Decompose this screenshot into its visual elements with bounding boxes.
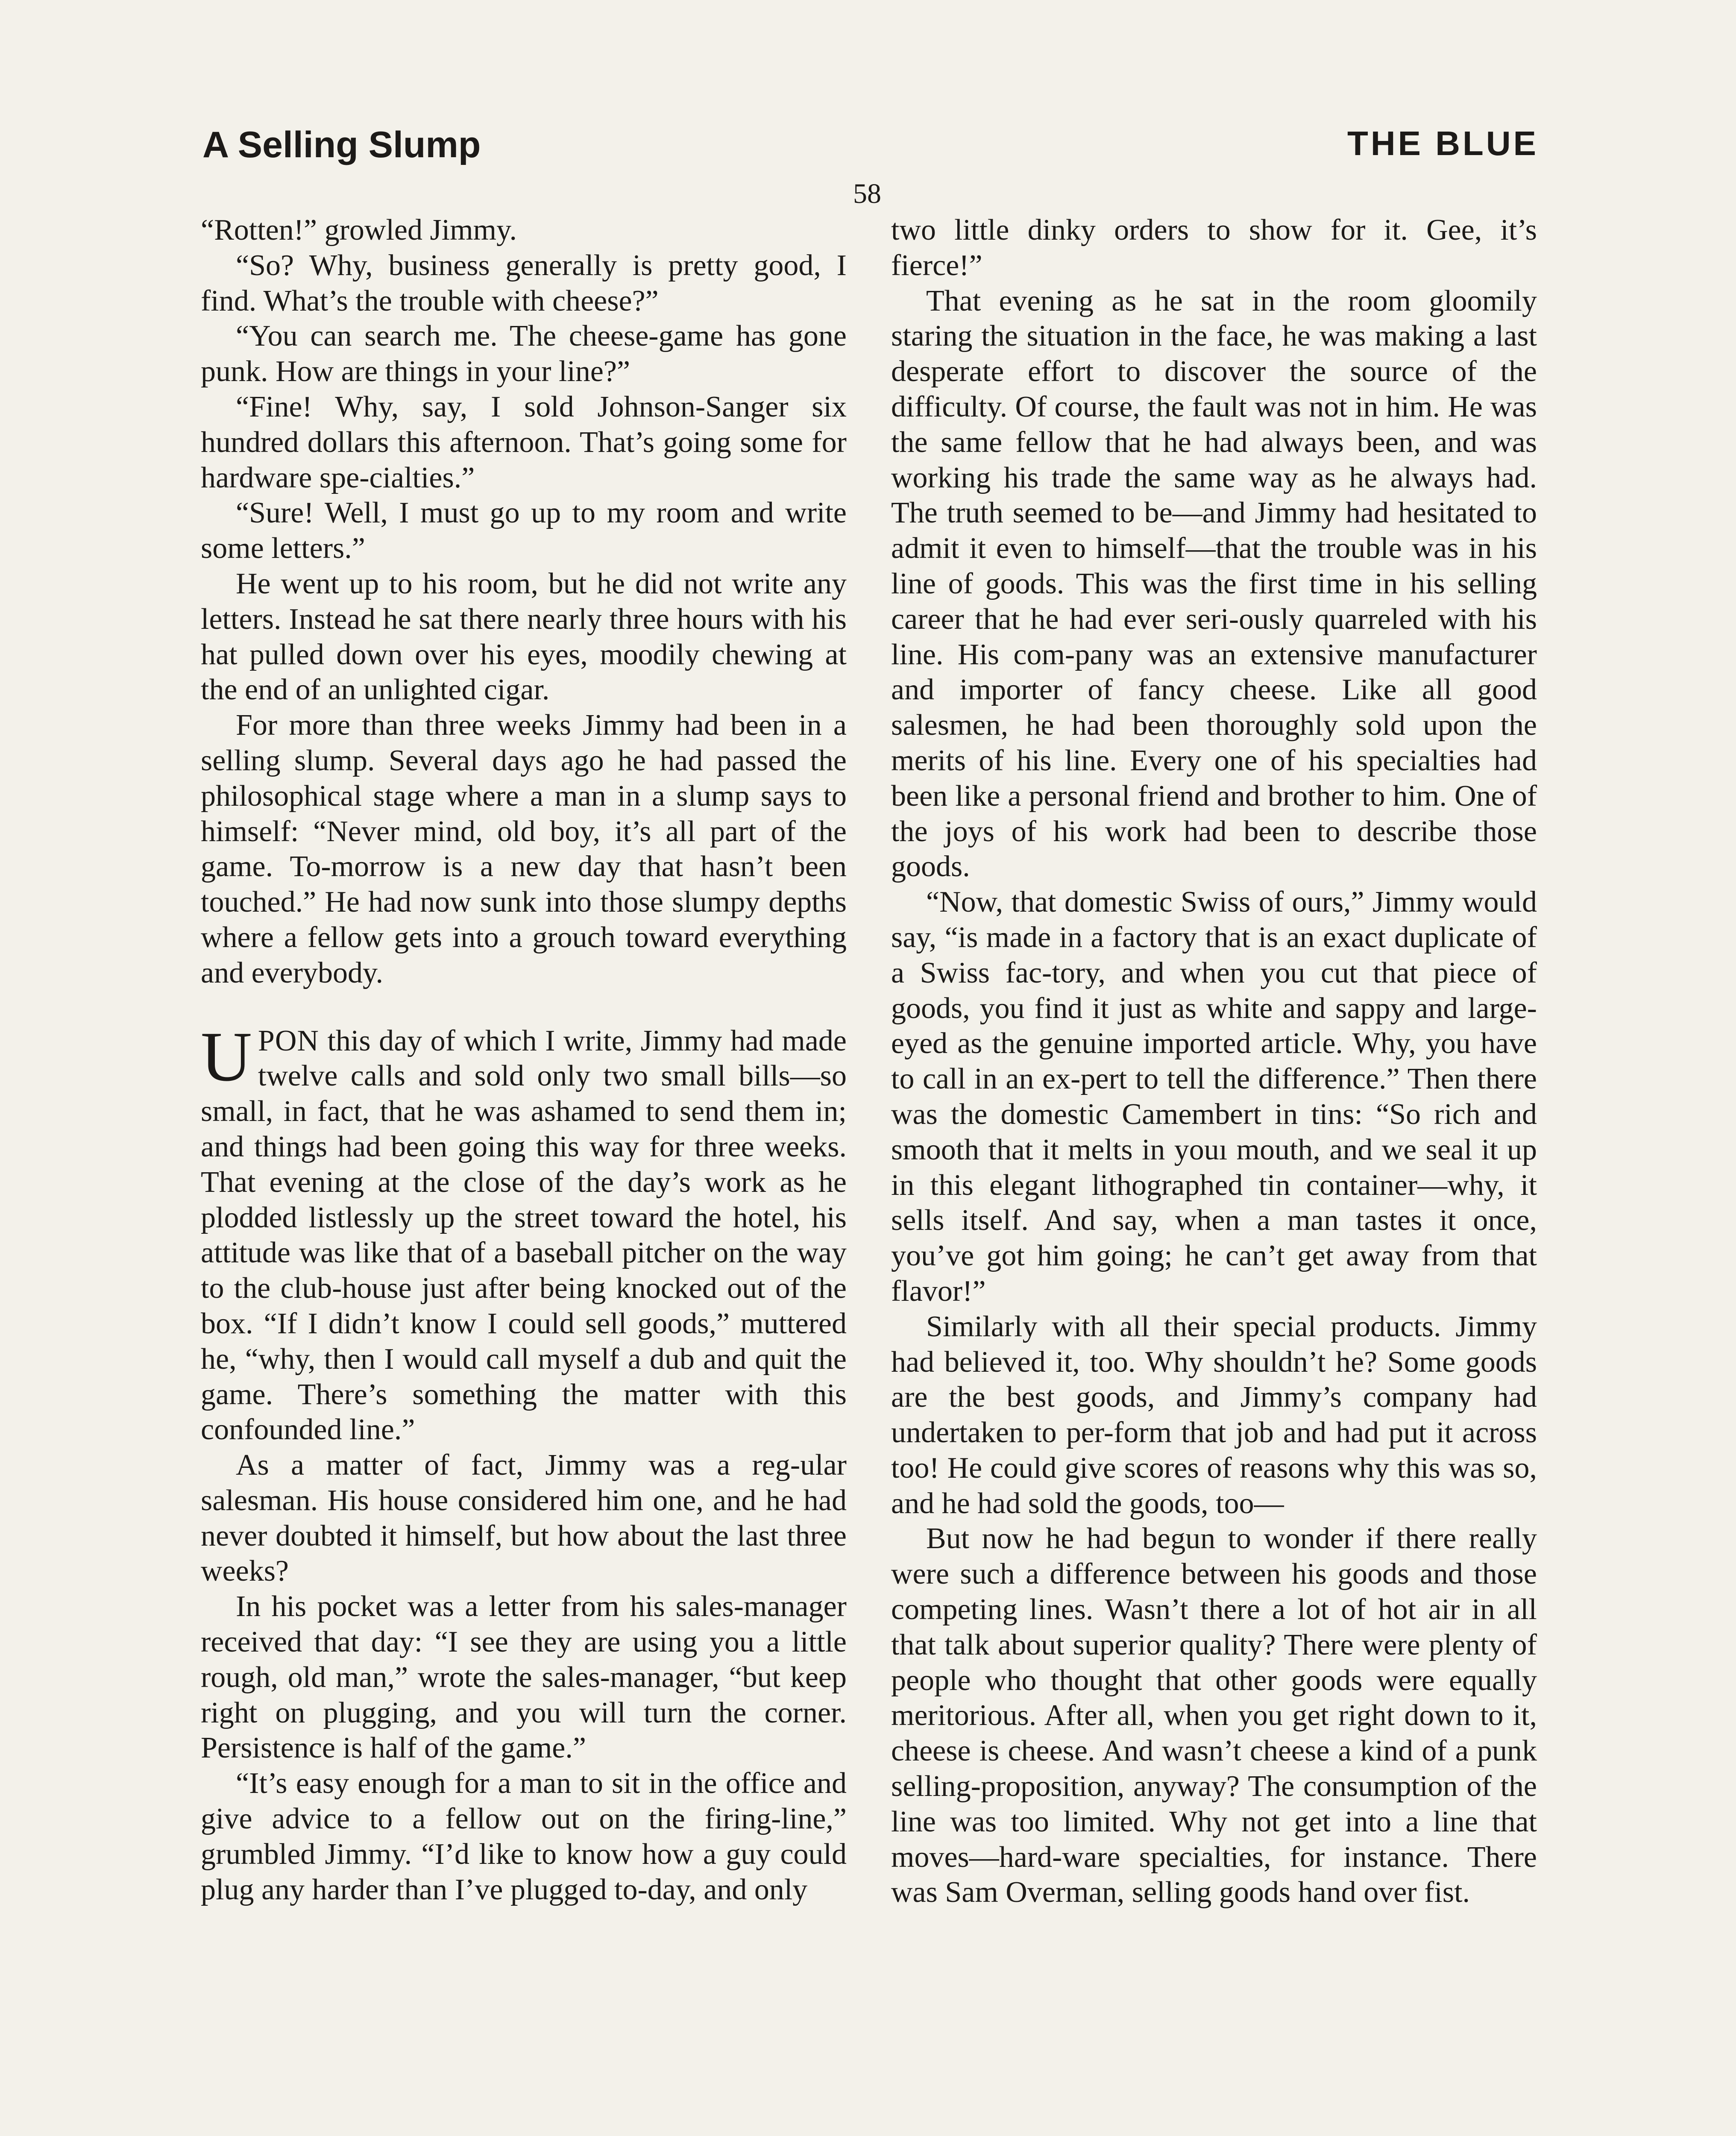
paragraph: But now he had begun to wonder if there really were such a difference between his goods and those competing lines. Wasn’t there a lot of hot air in all that talk about superior quality? There were plenty of people who thought that other goods were equally meritorious. After all, when you get right down to it, cheese is cheese. And wasn’t cheese a kind of a punk selling-proposition, anyway? The consumption of the line was too limited. Why not get into a line that moves—hard-ware specialties, for instance. There was Sam Overman, selling goods hand over fist. xyxy=(891,1522,1537,1909)
paragraph: “Rotten!” growled Jimmy. xyxy=(201,214,517,246)
paragraph: Similarly with all their special products. Jimmy had believed it, too. Why shouldn’t he? Some goods are the best goods, and Jimmy’s company had undertaken to per-form that job and had put it across too! He could give scores of reasons why this was so, and he had sold the goods, too— xyxy=(891,1310,1537,1520)
paragraph: As a matter of fact, Jimmy was a reg-ular salesman. His house considered him one, and he had never doubted it himself, but how about the last three weeks? xyxy=(201,1449,847,1588)
drop-cap: U xyxy=(201,1017,252,1096)
paragraph: “Fine! Why, say, I sold Johnson-Sanger six hundred dollars this afternoon. That’s going some for hardware spe-cialties.” xyxy=(201,390,847,494)
page-number: 58 xyxy=(853,178,881,209)
paragraph: For more than three weeks Jimmy had been in a selling slump. Several days ago he had passed the philosophical stage where a man in a slump says to himself: “Never mind, old boy, it’s all part of the game. To-morrow is a new day that hasn’t been touched.” He had now sunk into those slumpy depths where a fellow gets into a grouch toward everything and everybody. xyxy=(201,709,847,989)
section-text: this day of which I write, Jimmy had made twelve calls and sold only two small bills—so small, in fact, that he was ashamed to send them in; and things had been going this way for three weeks. That evening at the close of the day’s work as he plodded listlessly up the street toward the hotel, his attitude was like that of a baseball pitcher on the way to the club-house just after being knocked out of the box. “If I didn’t know I could sell goods,” muttered he, “why, then I would call myself a dub and quit the game. There’s something the matter with this confounded line.” xyxy=(201,1024,847,1446)
paragraph: two little dinky orders to show for it. Gee, it’s fierce!” xyxy=(891,214,1537,282)
right-column xyxy=(891,213,1537,1910)
paragraph: That evening as he sat in the room gloomily staring the situation in the face, he was making a last desperate effort to discover the source of the difficulty. Of course, the fault was not in him. He was the same fellow that he had always been, and was working his trade the same way as he always had. The truth seemed to be—and Jimmy had hesitated to admit it even to himself—that the trouble was in his line of goods. This was the first time in his selling career that he had ever seri-ously quarreled with his line. His com-pany was an extensive manufacturer and importer of fancy cheese. Like all good salesmen, he had been thoroughly sold upon the merits of his line. Every one of his specialties had been like a personal friend and brother to him. One of the joys of his work had been to describe those goods. xyxy=(891,284,1537,883)
paragraph: In his pocket was a letter from his sales-manager received that day: “I see they are using you a little rough, old man,” wrote the sales-manager, “but keep right on plugging, and you will turn the corner. Persistence is half of the game.” xyxy=(201,1590,847,1765)
paragraph: “So? Why, business generally is pretty good, I find. What’s the trouble with cheese?” xyxy=(201,249,847,317)
running-head-magazine: THE BLUE xyxy=(1347,124,1539,162)
paragraph: “Sure! Well, I must go up to my room and write some letters.” xyxy=(201,496,847,565)
paragraph: “It’s easy enough for a man to sit in the office and give advice to a fellow out on the firing-line,” grumbled Jimmy. “I’d like to know how a guy could plug any harder than I’ve plugged to-day, and only xyxy=(201,1767,847,1906)
lead-word: PON xyxy=(258,1024,319,1057)
paragraph: “You can search me. The cheese-game has gone punk. How are things in your line?” xyxy=(201,320,847,388)
paragraph: He went up to his room, but he did not write any letters. Instead he sat there nearly three hours with his hat pulled down over his eyes, moodily chewing at the end of an unlighted cigar. xyxy=(201,567,847,707)
paragraph: “Now, that domestic Swiss of ours,” Jimmy would say, “is made in a factory that is an exact duplicate of a Swiss fac-tory, and when you cut that piece of goods, you find it just as white and sappy and large-eyed as the genuine imported article. Why, you have to call in an ex-pert to tell the difference.” Then there was the domestic Camembert in tins: “So rich and smooth that it melts in youı mouth, and we seal it up in this elegant lithographed tin container—why, it sells itself. And say, when a man tastes it once, you’ve got him going; he can’t get away from that flavor!” xyxy=(891,886,1537,1308)
left-column xyxy=(201,213,847,1907)
running-head-title: A Selling Slump xyxy=(202,124,481,165)
section-opening-paragraph xyxy=(201,1017,847,1448)
